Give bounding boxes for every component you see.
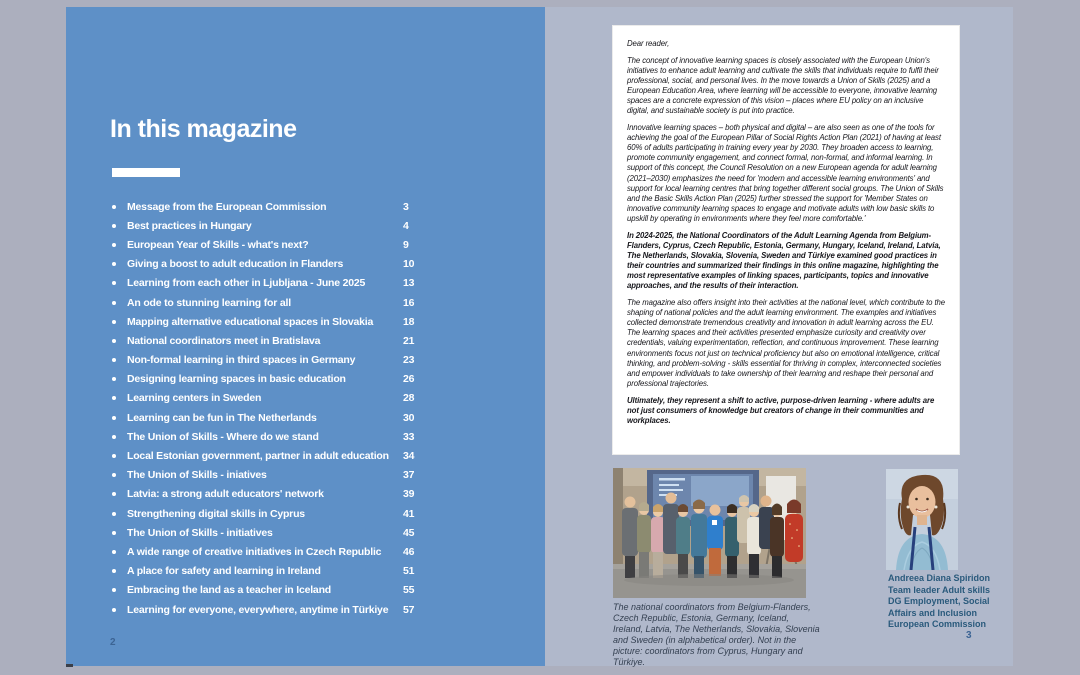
toc-item-label: A place for safety and learning in Ireland xyxy=(127,565,321,578)
toc-item[interactable] xyxy=(112,542,472,561)
toc-item[interactable] xyxy=(112,581,472,600)
toc-item-label: The Union of Skills - initiatives xyxy=(127,526,273,539)
bullet-icon xyxy=(112,512,116,516)
toc-item-label: Learning centers in Sweden xyxy=(127,392,262,405)
toc-item-page-number: 41 xyxy=(403,507,415,520)
toc-item[interactable] xyxy=(112,466,472,485)
portrait-photo xyxy=(886,469,958,570)
bullet-icon xyxy=(112,454,116,458)
toc-item-page-number: 26 xyxy=(403,373,415,386)
toc-item-label: Learning for everyone, everywhere, anytime in Türkiye xyxy=(127,603,389,616)
bullet-icon xyxy=(112,531,116,535)
page-title: In this magazine xyxy=(110,115,297,143)
toc-item-label: National coordinators meet in Bratislava xyxy=(127,334,321,347)
toc-item-page-number: 16 xyxy=(403,296,415,309)
toc-item-label: Designing learning spaces in basic education xyxy=(127,373,346,386)
bullet-icon xyxy=(112,339,116,343)
bullet-icon xyxy=(112,569,116,573)
letter-paragraph: The concept of innovative learning spaces is closely associated with the European Union's initiatives to enhance adult learning and cultivate the skills that individuals require to fulfil their professional, social, and personal lives. In the move towards a Union of Skills (2025) and a European Education Area, where learning will be accessible to everyone, innovative learning spaces are a concrete expression of this vision – places where EU policy on an inclusive digital, and sustainable society is put into practice. xyxy=(627,55,939,116)
bullet-icon xyxy=(112,492,116,496)
toc-item-page-number: 39 xyxy=(403,488,415,501)
toc-item[interactable] xyxy=(112,312,472,331)
page-corner-mark xyxy=(66,664,73,667)
toc-item[interactable] xyxy=(112,293,472,312)
toc-item[interactable] xyxy=(112,370,472,389)
bullet-icon xyxy=(112,588,116,592)
left-page xyxy=(66,7,545,666)
toc-item[interactable] xyxy=(112,389,472,408)
toc-item-label: Local Estonian government, partner in adult education xyxy=(127,450,389,463)
toc-item[interactable] xyxy=(112,235,472,254)
toc-item-label: The Union of Skills - Where do we stand xyxy=(127,430,319,443)
bullet-icon xyxy=(112,281,116,285)
toc-item-label: Non-formal learning in third spaces in Germany xyxy=(127,354,356,367)
toc-item-page-number: 34 xyxy=(403,450,415,463)
toc-item[interactable] xyxy=(112,600,472,619)
toc-item-label: A wide range of creative initiatives in Czech Republic xyxy=(127,545,382,558)
toc-item[interactable] xyxy=(112,197,472,216)
toc-item-page-number: 45 xyxy=(403,526,415,539)
right-page-number: 3 xyxy=(966,630,972,641)
bullet-icon xyxy=(112,435,116,439)
bullet-icon xyxy=(112,205,116,209)
toc-item-label: The Union of Skills - iniatives xyxy=(127,469,267,482)
bullet-icon xyxy=(112,301,116,305)
toc-item-page-number: 4 xyxy=(403,219,409,232)
bullet-icon xyxy=(112,473,116,477)
bullet-icon xyxy=(112,262,116,266)
group-photo-caption: The national coordinators from Belgium-Flanders, Czech Republic, Estonia, Germany, Iceland, Ireland, Latvia, The Netherlands, Slovakia, Slovenia and Sweden (in alphabetical order). Not in the picture: coordinators from Cyprus, Hungary and Türkiye. xyxy=(613,602,820,667)
toc-item-page-number: 18 xyxy=(403,315,415,328)
toc-item[interactable] xyxy=(112,408,472,427)
toc-item-label: Embracing the land as a teacher in Iceland xyxy=(127,584,332,597)
letter-paragraph: The magazine also offers insight into their activities at the national level, which contribute to the shaping of national policies and the adult learning environment. The examples and initiatives collected demonstrate tremendous creativity and innovation in adult learning across the EU. The learning spaces and their activities presented emphasize curiosity and creativity over credentials, valuing experimentation, reflection, and continuous improvement. These learning environments focus not just on technical proficiency but also on emotional intelligence, critical thinking, and problem-solving - skills essential for thriving in complex, interconnected societies and empower individuals to take ownership of their learning and reshape their personal and professional trajectories. xyxy=(627,297,945,388)
toc-item[interactable] xyxy=(112,216,472,235)
bullet-icon xyxy=(112,396,116,400)
portrait-caption-line: European Commission xyxy=(888,619,987,629)
toc-item[interactable] xyxy=(112,331,472,350)
portrait-caption xyxy=(888,573,1008,631)
letter-paragraph: Ultimately, they represent a shift to active, purpose-driven learning - where adults are not just consumers of knowledge but creators of change in their communities and workplaces. xyxy=(627,395,935,425)
right-page xyxy=(545,7,1013,666)
bullet-icon xyxy=(112,416,116,420)
portrait-caption-line: Andreea Diana Spiridon xyxy=(888,573,991,583)
letter-salutation: Dear reader, xyxy=(627,39,670,48)
toc-item-page-number: 28 xyxy=(403,392,415,405)
toc-item-page-number: 33 xyxy=(403,430,415,443)
toc-item-page-number: 55 xyxy=(403,584,415,597)
toc-item-page-number: 46 xyxy=(403,545,415,558)
bullet-icon xyxy=(112,224,116,228)
toc-item[interactable] xyxy=(112,504,472,523)
toc-item[interactable] xyxy=(112,351,472,370)
toc-item-page-number: 37 xyxy=(403,469,415,482)
toc-item[interactable] xyxy=(112,485,472,504)
toc-item[interactable] xyxy=(112,446,472,465)
toc-item-page-number: 30 xyxy=(403,411,415,424)
toc-list xyxy=(112,197,472,619)
toc-item[interactable] xyxy=(112,427,472,446)
group-photo xyxy=(613,468,806,598)
toc-item[interactable] xyxy=(112,562,472,581)
toc-item-page-number: 21 xyxy=(403,334,415,347)
portrait-caption-line: Team leader Adult skills xyxy=(888,584,991,595)
toc-item-label: Strengthening digital skills in Cyprus xyxy=(127,507,305,520)
toc-item-page-number: 51 xyxy=(403,565,415,578)
toc-item-page-number: 57 xyxy=(403,603,415,616)
toc-item-page-number: 10 xyxy=(403,258,415,271)
toc-item-label: Best practices in Hungary xyxy=(127,219,252,232)
portrait-caption-line: DG Employment, Social xyxy=(888,596,990,606)
toc-item-label: Latvia: a strong adult educators' network xyxy=(127,488,324,501)
portrait-caption-line: Affairs and Inclusion xyxy=(888,607,978,618)
letter-paragraph: Innovative learning spaces – both physical and digital – are also seen as one of the tools for achieving the goal of the European Pillar of Social Rights Action Plan (2021) of having at least 60% of adults participating in training every year by 2030. They broaden access to learning, promote community engagement, and connect formal, non-formal, and informal learning. In support of this concept, the Council Resolution on a new European agenda for adult learning (2021–2030) emphasizes the need for 'modern and accessible learning environments' and support for local learning centres that bring together different social groups. The Union of Skills and the Basic Skills Action Plan (2025) further stressed the support for 'Member States on innovative community learning spaces to engage and motivate adults with low basic skills to upskill by operating in environments where they feel more comfortable.' xyxy=(627,122,944,223)
toc-item-label: Giving a boost to adult education in Flanders xyxy=(127,258,344,271)
toc-item-page-number: 13 xyxy=(403,277,415,290)
toc-item-label: European Year of Skills - what's next? xyxy=(127,238,309,251)
toc-item-page-number: 3 xyxy=(403,200,409,213)
toc-item[interactable] xyxy=(112,255,472,274)
left-page-number: 2 xyxy=(110,637,116,648)
toc-item-page-number: 9 xyxy=(403,238,409,251)
toc-item-label: Mapping alternative educational spaces in Slovakia xyxy=(127,315,374,328)
toc-item-label: Learning from each other in Ljubljana - June 2025 xyxy=(127,277,366,290)
letter-paragraph: In 2024-2025, the National Coordinators of the Adult Learning Agenda from Belgium-Flanders, Cyprus, Czech Republic, Estonia, Germany, Hungary, Iceland, Ireland, Latvia, The Netherlands, Slovakia, Slovenia, Sweden and Türkiye examined good practices in their countries and summarized their findings in this online magazine, highlighting the most representative examples of linking spaces, participants, topics and innovative approaches, and the results of their interaction. xyxy=(627,230,941,291)
bullet-icon xyxy=(112,377,116,381)
bullet-icon xyxy=(112,550,116,554)
bullet-icon xyxy=(112,243,116,247)
toc-item[interactable] xyxy=(112,274,472,293)
toc-item-page-number: 23 xyxy=(403,354,415,367)
bullet-icon xyxy=(112,608,116,612)
toc-item[interactable] xyxy=(112,523,472,542)
bullet-icon xyxy=(112,358,116,362)
toc-item-label: Learning can be fun in The Netherlands xyxy=(127,411,317,424)
letter-panel xyxy=(612,25,960,455)
bullet-icon xyxy=(112,320,116,324)
toc-item-label: An ode to stunning learning for all xyxy=(127,296,291,309)
toc-item-label: Message from the European Commission xyxy=(127,200,327,213)
title-underline-bar xyxy=(112,168,180,177)
